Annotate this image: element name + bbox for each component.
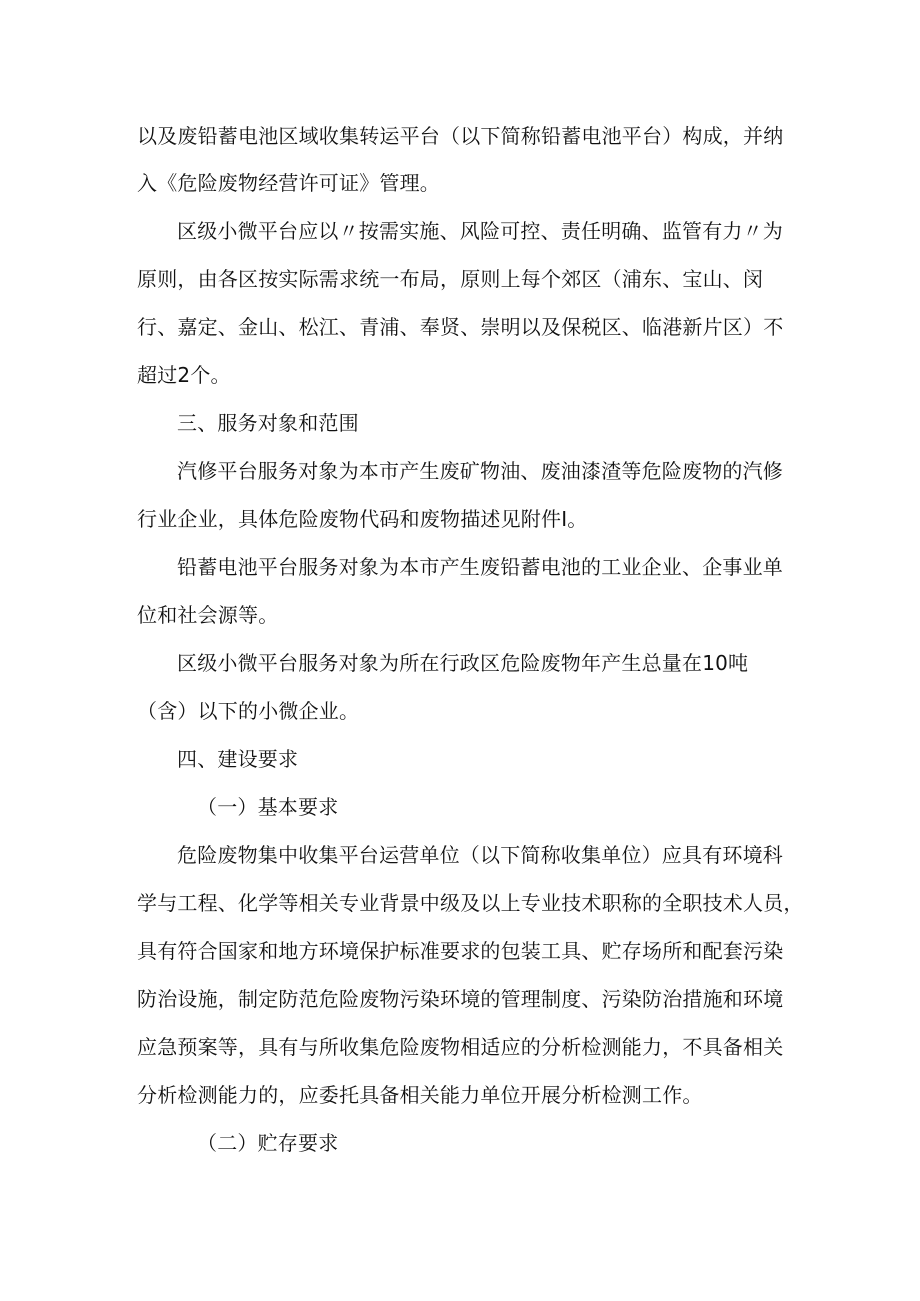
paragraph-line: （含）以下的小微企业。	[137, 699, 360, 723]
paragraph-line: 危险废物集中收集平台运营单位（以下简称收集单位）应具有环境科	[177, 843, 783, 867]
section-heading: 四、建设要求	[177, 747, 299, 771]
paragraph-line: 原则，由各区按实际需求统一布局，原则上每个郊区（浦东、宝山、闵	[137, 267, 764, 291]
paragraph-line: 铅蓄电池平台服务对象为本市产生废铅蓄电池的工业企业、企事业单	[177, 555, 783, 579]
paragraph-line: 区级小微平台应以〃按需实施、风险可控、责任明确、监管有力〃为	[177, 219, 783, 243]
paragraph-line: 汽修平台服务对象为本市产生废矿物油、废油漆渣等危险废物的汽修	[177, 459, 783, 483]
paragraph-line: 入《危险废物经营许可证》管理。	[137, 171, 440, 195]
subsection-heading: （一）基本要求	[197, 795, 339, 819]
section-heading: 三、服务对象和范围	[177, 411, 359, 435]
paragraph-line: 应急预案等，具有与所收集危险废物相适应的分析检测能力，不具备相关	[137, 1035, 784, 1059]
paragraph-line: 以及废铅蓄电池区域收集转运平台（以下简称铅蓄电池平台）构成，并纳	[137, 124, 784, 148]
paragraph-line: 学与工程、化学等相关专业背景中级及以上专业技术职称的全职技术人员，	[137, 891, 804, 915]
paragraph-line: 超过2个。	[137, 363, 231, 387]
paragraph-line: 行业企业，具体危险废物代码和废物描述见附件I。	[137, 507, 588, 531]
paragraph-line: 位和社会源等。	[137, 603, 279, 627]
paragraph-line: 分析检测能力的，应委托具备相关能力单位开展分析检测工作。	[137, 1083, 703, 1107]
paragraph-line: 行、嘉定、金山、松江、青浦、奉贤、崇明以及保税区、临港新片区）不	[137, 315, 784, 339]
paragraph-line: 防治设施，制定防范危险废物污染环境的管理制度、污染防治措施和环境	[137, 987, 784, 1011]
subsection-heading: （二）贮存要求	[197, 1131, 339, 1155]
paragraph-line: 具有符合国家和地方环境保护标准要求的包装工具、贮存场所和配套污染	[137, 939, 784, 963]
paragraph-line: 区级小微平台服务对象为所在行政区危险废物年产生总量在10吨	[177, 651, 749, 675]
